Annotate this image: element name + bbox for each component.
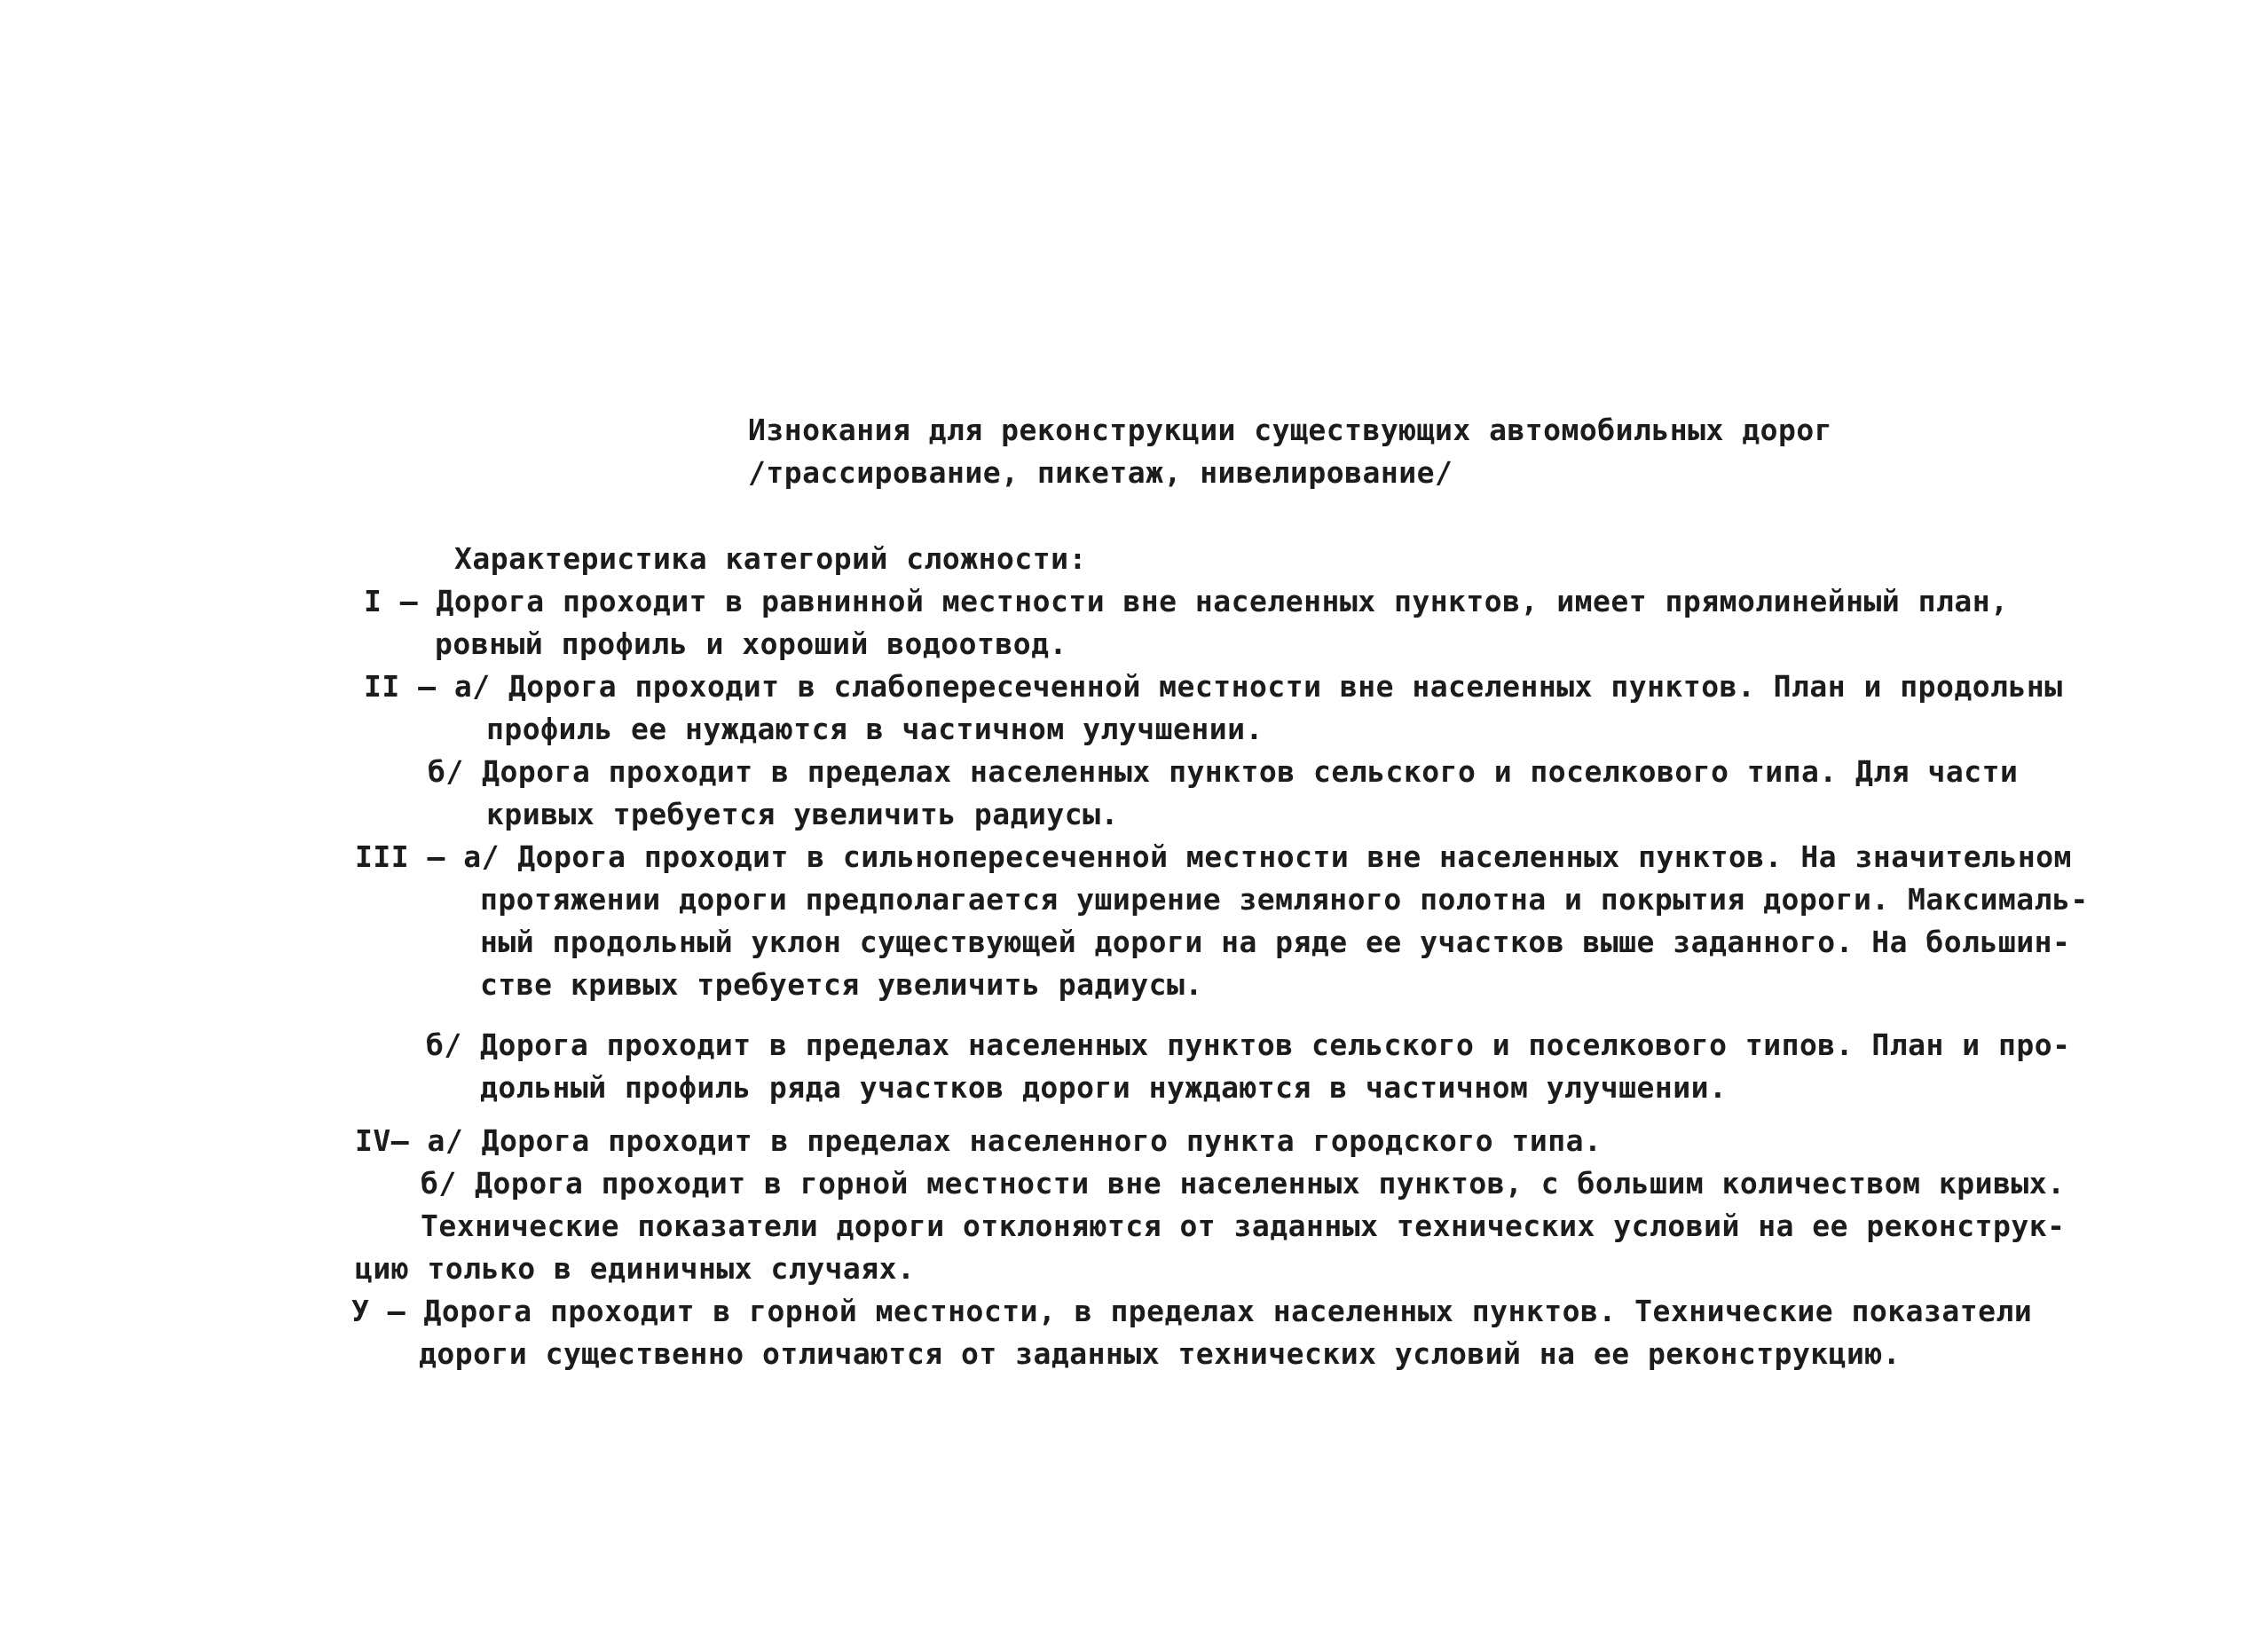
category-2b-continuation: кривых требуется увеличить радиусы. [486,797,1119,831]
document-title-line-1: Изнокания для реконструкции существующих автомобильных дорог [748,413,1833,447]
section-heading: Характеристика категорий сложности: [454,541,1087,576]
category-3a-continuation-1: протяжении дороги предполагается уширение земляного полотна и покрытия дороги. Максималь- [480,882,2089,917]
category-2a-line: II – а/ Дорога проходит в слабопересеченной местности вне населенных пунктов. План и продольны [364,669,2063,704]
category-2b-line: б/ Дорога проходит в пределах населенных пунктов сельского и поселкового типа. Для части [428,754,2019,789]
category-5-line: У – Дорога проходит в горной местности, в пределах населенных пунктов. Технические показатели [351,1294,2033,1328]
category-1-line: I – Дорога проходит в равнинной местности вне населенных пунктов, имеет прямолинейный план, [364,584,2009,618]
category-3a-continuation-3: стве кривых требуется увеличить радиусы. [480,967,1203,1002]
category-5-continuation: дороги существенно отличаются от заданных технических условий на ее реконструкцию. [419,1336,1902,1371]
category-3a-continuation-2: ный продольный уклон существующей дороги на ряде ее участков выше заданного. На большин- [480,925,2071,959]
category-2a-continuation: профиль ее нуждаются в частичном улучшении. [486,712,1264,746]
category-3b-continuation: дольный профиль ряда участков дороги нуждаются в частичном улучшении. [480,1070,1728,1105]
category-4-note-line: Технические показатели дороги отклоняются от заданных технических условий на ее реконструк- [421,1209,2066,1243]
category-4b-line: б/ Дорога проходит в горной местности вне населенных пунктов, с большим количеством кривых. [421,1166,2066,1201]
document-title-line-2: /трассирование, пикетаж, нивелирование/ [748,455,1453,490]
category-1-continuation: ровный профиль и хороший водоотвод. [435,626,1067,661]
category-3b-line: б/ Дорога проходит в пределах населенных пунктов сельского и поселкового типов. План и про- [426,1028,2071,1062]
category-4a-line: IV– а/ Дорога проходит в пределах населенного пункта городского типа. [355,1123,1603,1158]
category-3a-line: III – а/ Дорога проходит в сильнопересеченной местности вне населенных пунктов. На значительном [355,839,2072,874]
category-4-note-continuation: цию только в единичных случаях. [355,1251,916,1286]
